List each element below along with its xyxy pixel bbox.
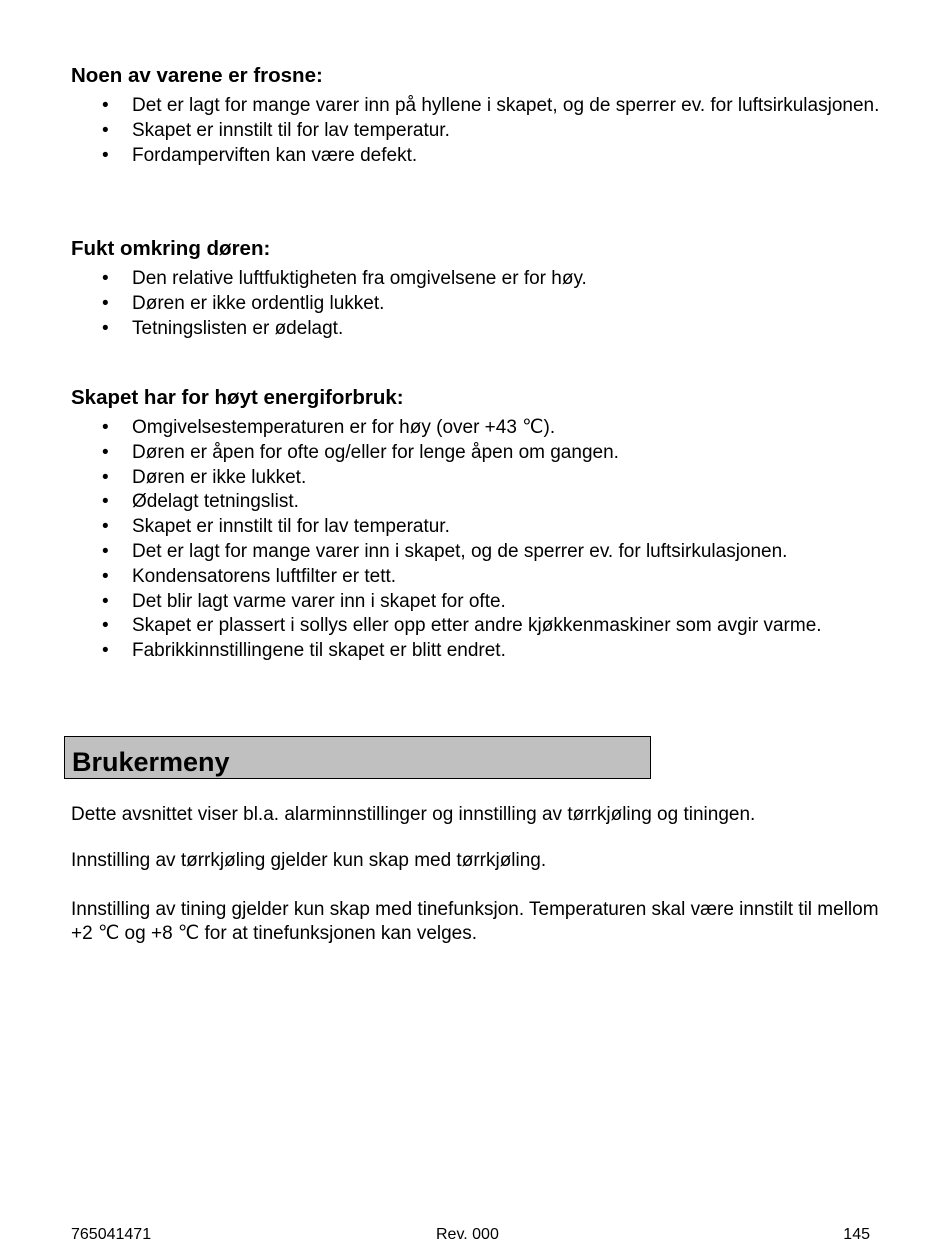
section-energy-use: [71, 386, 891, 664]
list-item-text: Døren er åpen for ofte og/eller for lenge åpen om gangen.: [132, 441, 619, 463]
list-item-text: Skapet er plassert i sollys eller opp etter andre kjøkkenmaskiner som avgir varme.: [132, 615, 822, 637]
list-item: [71, 144, 891, 169]
bullet-list: [71, 267, 891, 341]
list-item: [71, 490, 891, 515]
bullet-icon: •: [102, 119, 109, 141]
list-item-text: Omgivelsestemperaturen er for høy (over +43 ℃).: [132, 417, 556, 438]
list-item-text: Det er lagt for mange varer inn i skapet, og de sperrer ev. for luftsirkulasjonen.: [132, 540, 788, 562]
bullet-list: [71, 416, 891, 664]
list-item: [71, 614, 891, 639]
list-item-text: Skapet er innstilt til for lav temperatur.: [132, 119, 450, 141]
list-item-text: Kondensatorens luftfilter er tett.: [132, 565, 397, 587]
bullet-list: [71, 94, 891, 168]
bullet-icon: •: [102, 441, 109, 463]
list-item-text: Døren er ikke lukket.: [132, 466, 307, 488]
list-item: [71, 416, 891, 441]
bullet-icon: •: [102, 590, 109, 612]
list-item: [71, 515, 891, 540]
footer-doc-number: 765041471: [71, 1226, 152, 1243]
list-item-text: Tetningslisten er ødelagt.: [132, 317, 344, 339]
chapter-heading: Brukermeny: [72, 747, 230, 777]
paragraph: Innstilling av tørrkjøling gjelder kun skap med tørrkjøling.: [71, 850, 547, 871]
bullet-icon: •: [102, 268, 109, 289]
bullet-icon: •: [102, 540, 109, 562]
list-item: [71, 94, 891, 119]
list-item: [71, 565, 891, 590]
list-item-text: Fordamperviften kan være defekt.: [132, 144, 418, 166]
list-item-text: Det er lagt for mange varer inn på hyllene i skapet, og de sperrer ev. for luftsirkulasjonen.: [132, 95, 880, 116]
paragraph: Dette avsnittet viser bl.a. alarminnstillinger og innstilling av tørrkjøling og tiningen.: [71, 804, 756, 825]
section-heading: Fukt omkring døren:: [71, 237, 271, 260]
list-item: [71, 267, 891, 292]
section-moisture-door: [71, 237, 891, 341]
list-item: [71, 639, 891, 664]
list-item: [71, 441, 891, 466]
chapter-heading-box: [64, 736, 651, 779]
bullet-icon: •: [102, 317, 109, 339]
list-item: [71, 466, 891, 491]
list-item-text: Skapet er innstilt til for lav temperatur.: [132, 516, 450, 538]
bullet-icon: •: [102, 640, 109, 662]
section-frozen-goods: [71, 64, 891, 168]
list-item: [71, 119, 891, 144]
bullet-icon: •: [102, 615, 109, 637]
section-heading: Noen av varene er frosne:: [71, 64, 323, 87]
footer-revision: Rev. 000: [436, 1226, 499, 1243]
list-item-text: Døren er ikke ordentlig lukket.: [132, 292, 385, 314]
bullet-icon: •: [102, 144, 109, 166]
paragraph: Innstilling av tining gjelder kun skap med tinefunksjon. Temperaturen skal være innstilt til mellom +2 ℃ og +8 ℃ for at tinefunksjonen kan velges.: [71, 899, 879, 944]
bullet-icon: •: [102, 292, 109, 314]
bullet-icon: •: [102, 417, 109, 438]
bullet-icon: •: [102, 565, 109, 587]
list-item: [71, 540, 891, 565]
list-item: [71, 590, 891, 615]
section-heading: Skapet har for høyt energiforbruk:: [71, 386, 404, 409]
list-item: [71, 317, 891, 342]
bullet-icon: •: [102, 95, 109, 116]
bullet-icon: •: [102, 516, 109, 538]
list-item-text: Ødelagt tetningslist.: [132, 491, 299, 513]
bullet-icon: •: [102, 491, 109, 513]
list-item-text: Fabrikkinnstillingene til skapet er blitt endret.: [132, 640, 506, 662]
list-item-text: Det blir lagt varme varer inn i skapet for ofte.: [132, 590, 506, 612]
footer-page-number: 145: [843, 1226, 870, 1243]
list-item: [71, 292, 891, 317]
bullet-icon: •: [102, 466, 109, 488]
list-item-text: Den relative luftfuktigheten fra omgivelsene er for høy.: [132, 268, 587, 289]
